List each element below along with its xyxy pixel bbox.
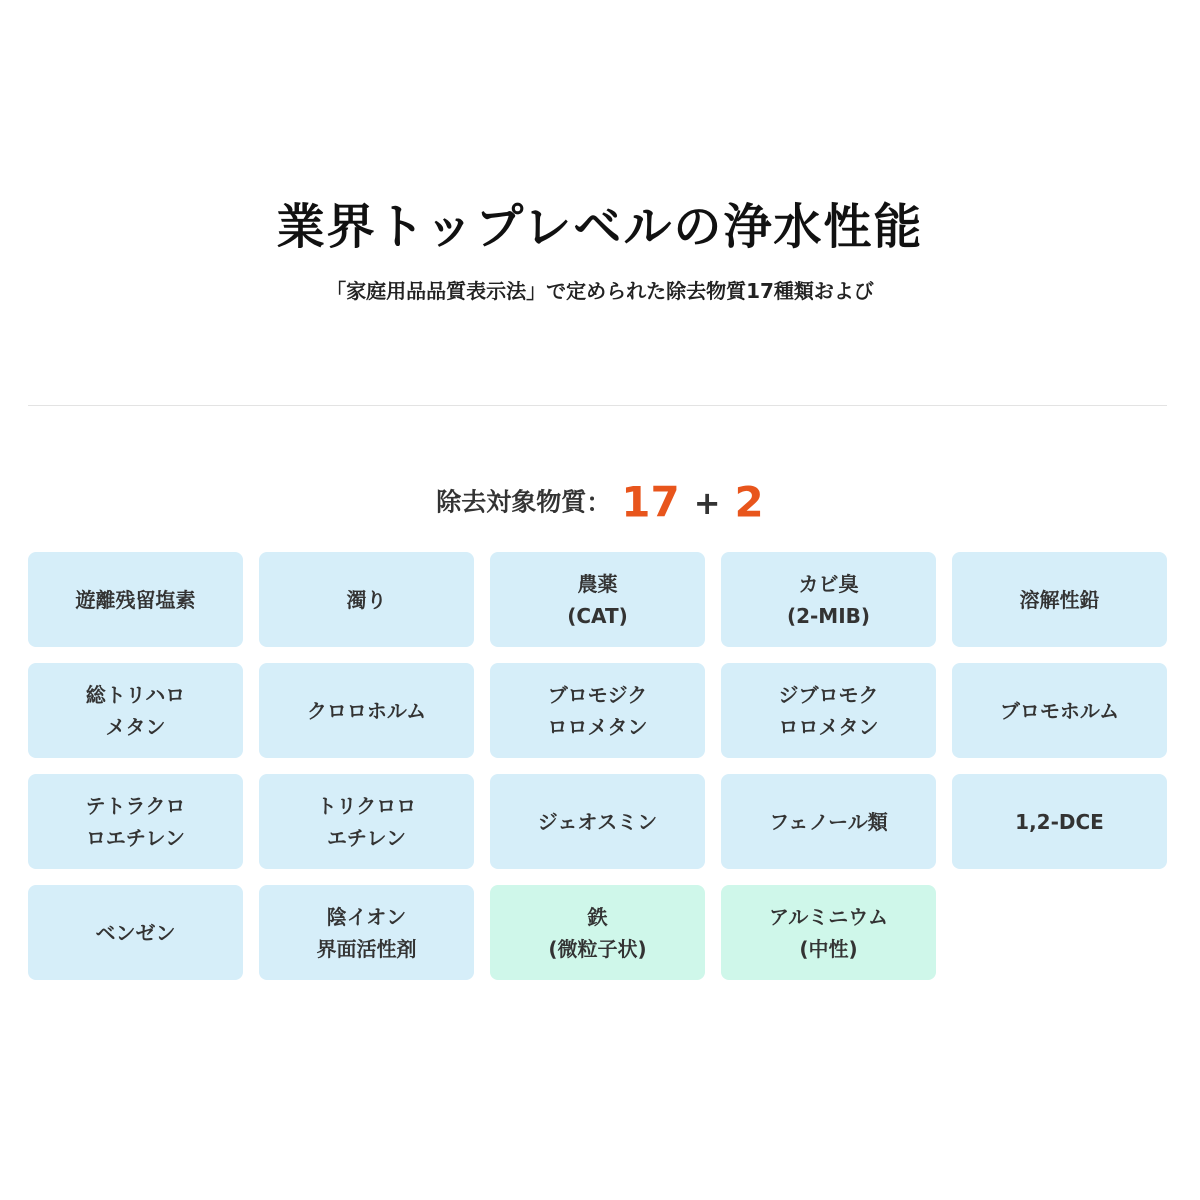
substance-count-heading xyxy=(0,474,1200,531)
substance-tile: 遊離残留塩素 xyxy=(28,552,243,647)
base-count: 17 xyxy=(621,477,680,527)
count-label: 除去対象物質 xyxy=(436,487,587,517)
count-colon: ： xyxy=(586,487,612,517)
substance-tile: ベンゼン xyxy=(28,885,243,980)
substance-tile: ブロモホルム xyxy=(952,663,1167,758)
substance-tile: 総トリハロ メタン xyxy=(28,663,243,758)
substance-tile: 濁り xyxy=(259,552,474,647)
substance-tile: トリクロロ エチレン xyxy=(259,774,474,869)
substance-grid xyxy=(28,552,1167,980)
substance-tile: ブロモジク ロロメタン xyxy=(490,663,705,758)
substance-tile: 陰イオン 界面活性剤 xyxy=(259,885,474,980)
substance-tile: テトラクロ ロエチレン xyxy=(28,774,243,869)
substance-tile: ジェオスミン xyxy=(490,774,705,869)
additional-substance-tile: 鉄 (微粒子状) xyxy=(490,885,705,980)
plus-sign: + xyxy=(693,483,721,522)
additional-substance-tile: アルミニウム (中性) xyxy=(721,885,936,980)
substance-tile: 農薬 (CAT) xyxy=(490,552,705,647)
substance-tile: カビ臭 (2-MIB) xyxy=(721,552,936,647)
section-divider xyxy=(28,405,1167,406)
substance-tile: ジブロモク ロロメタン xyxy=(721,663,936,758)
substance-tile: フェノール類 xyxy=(721,774,936,869)
substance-tile: クロロホルム xyxy=(259,663,474,758)
subtitle: 「家庭用品品質表示法」で定められた除去物質17種類および xyxy=(326,279,874,303)
page-title: 業界トップレベルの浄水性能 xyxy=(276,199,924,256)
substance-tile: 溶解性鉛 xyxy=(952,552,1167,647)
extra-count: 2 xyxy=(734,477,764,527)
substance-tile: 1,2-DCE xyxy=(952,774,1167,869)
